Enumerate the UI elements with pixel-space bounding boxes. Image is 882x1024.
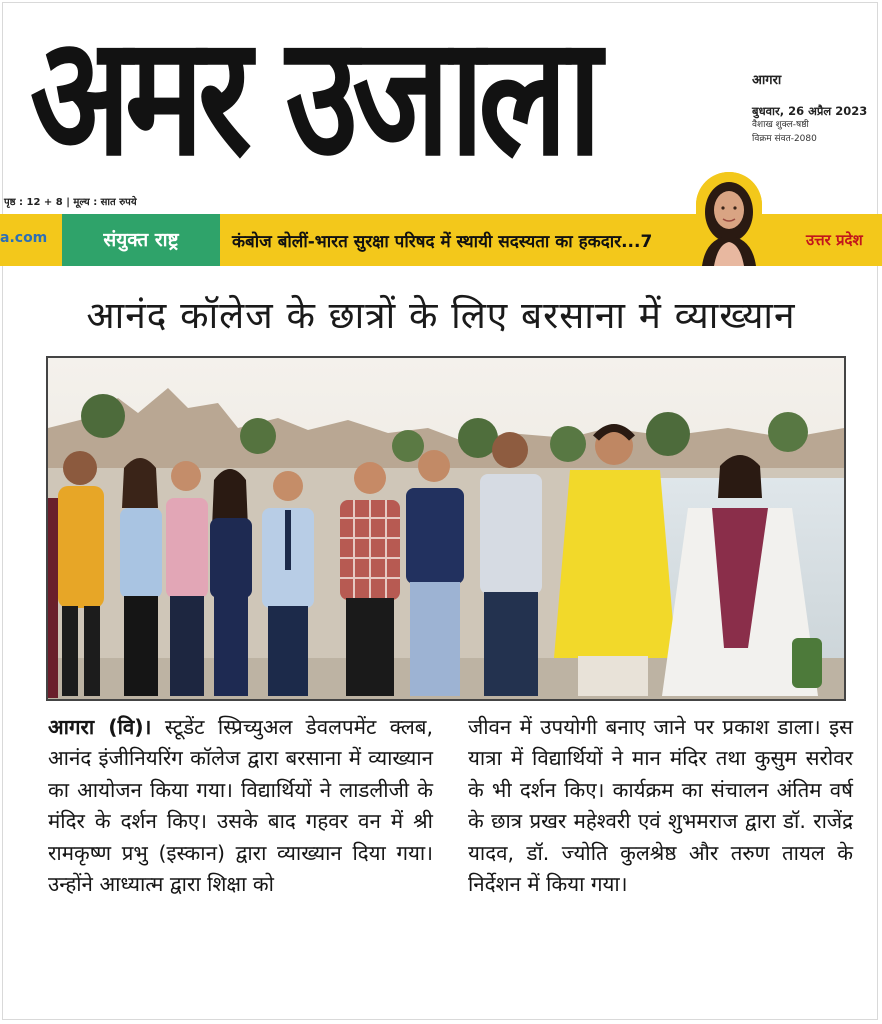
website-fragment: a.com [0, 230, 48, 246]
issue-date: बुधवार, 26 अप्रैल 2023 [752, 104, 868, 118]
edition-city: आगरा [752, 73, 782, 88]
page-count-price: पृष्ठ : 12 + 8 | मूल्य : सात रुपये [4, 197, 137, 208]
masthead-dateline [752, 74, 872, 146]
column-right-body: जीवन में उपयोगी बनाए जाने पर प्रकाश डाला। इस यात्रा में विद्यार्थियों ने मान मंदिर तथा कुसुम सरोवर के भी दर्शन किए। कार्यक्रम का संचालन अंतिम वर्ष के छात्र प्रखर महेश्वरी एवं शुभमराज द्वारा डॉ. राजेंद्र यादव, डॉ. ज्योति कुलश्रेष्ठ और तरुण तायल के निर्देशन में किया गया। [468, 715, 853, 897]
newspaper-masthead: अमर उजाला [30, 0, 596, 194]
section-label: संयुक्त राष्ट्र [62, 214, 220, 266]
column-left-body: स्टूडेंट स्प्रिच्युअल डेवलपमेंट क्लब, आनंद इंजीनियरिंग कॉलेज द्वारा बरसाना में व्याख्यान का आयोजन किया गया। विद्यार्थियों ने लाडलीजी के मंदिर के दर्शन किए। उसके बाद गहवर वन में श्री रामकृष्ण प्रभु (इस्कान) द्वारा व्याख्यान दिया गया। उन्होंने आध्यात्म द्वारा शिक्षा को [48, 715, 433, 897]
portrait-illustration [696, 172, 762, 266]
lead-teaser: कंबोज बोलीं-भारत सुरक्षा परिषद में स्थायी सदस्यता का हकदार...7 [232, 232, 653, 252]
article-column-left [48, 712, 433, 900]
teaser-portrait-image [696, 172, 762, 266]
vikram-samvat: विक्रम संवत-2080 [752, 134, 817, 144]
article-dateline: आगरा (वि)। [48, 715, 152, 739]
column-left-text [48, 712, 433, 900]
hindu-calendar-date: वैशाख शुक्ल-षष्ठी [752, 120, 809, 130]
state-label: उत्तर प्रदेश [806, 231, 863, 249]
article-headline: आनंद कॉलेज के छात्रों के लिए बरसाना में व्याख्यान [86, 294, 796, 337]
group-photo [46, 356, 846, 701]
article-column-right [468, 712, 853, 900]
group-photo-illustration [48, 358, 844, 699]
